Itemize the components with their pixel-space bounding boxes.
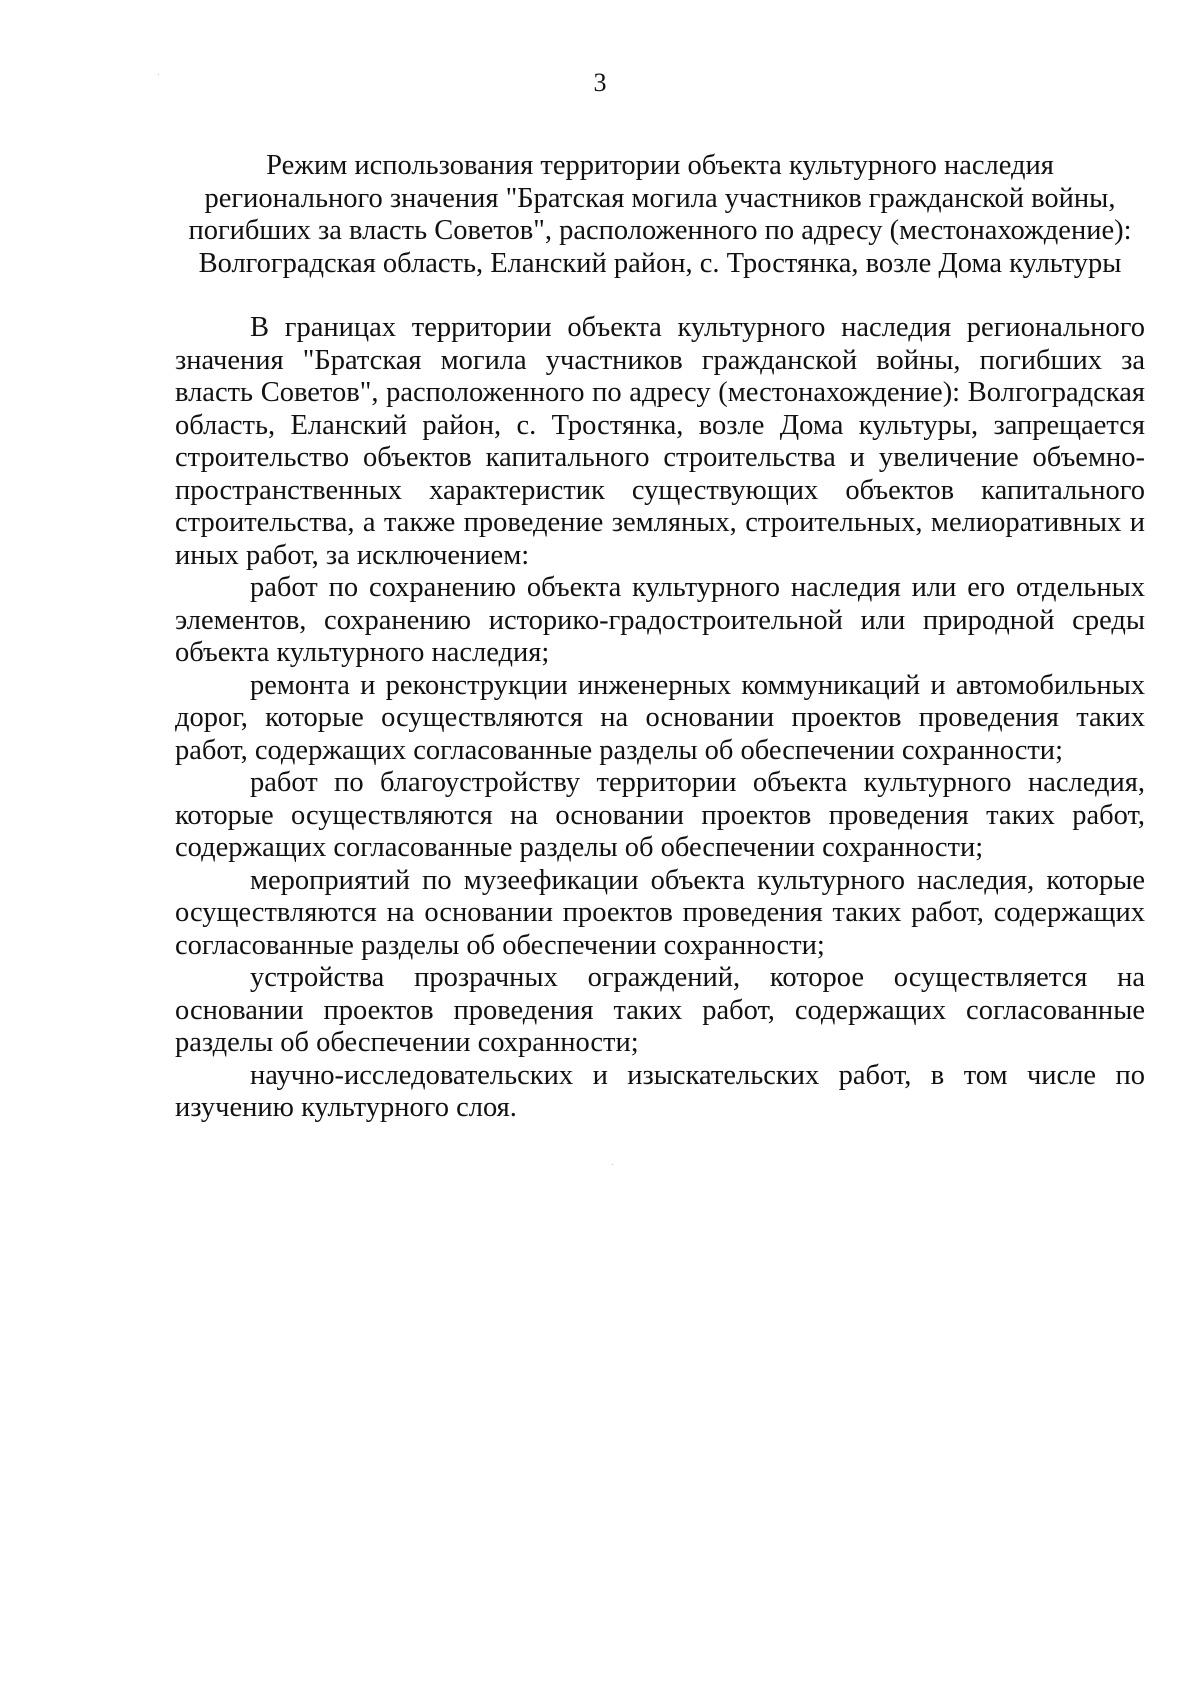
title-line: Режим использования территории объекта культурного наследия — [266, 150, 1054, 181]
scan-speck — [612, 1164, 613, 1165]
body-paragraph: работ по благоустройству территории объекта культурного наследия, которые осуществляются на основании проектов проведения таких работ, содержащих согласованные разделы об обеспечении сохранности; — [175, 767, 1145, 863]
body-paragraph: научно-исследовательских и изыскательских работ, в том числе по изучению культурного слоя. — [175, 1059, 1145, 1123]
document-title — [170, 150, 1150, 280]
title-line: погибших за власть Советов", расположенного по адресу (местонахождение): — [188, 215, 1132, 246]
page-number: 3 — [593, 68, 607, 97]
body-paragraph: работ по сохранению объекта культурного наследия или его отдельных элементов, сохранению историко-градостроительной или природной среды объекта культурного наследия; — [175, 572, 1145, 668]
title-line: Волгоградская область, Еланский район, с. Тростянка, возле Дома культуры — [198, 247, 1122, 279]
body-paragraph: устройства прозрачных ограждений, которое осуществляется на основании проектов проведения таких работ, содержащих согласованные разделы об обеспечении сохранности; — [175, 962, 1145, 1058]
document-body — [175, 312, 1145, 1125]
body-paragraph: В границах территории объекта культурного наследия регионального значения "Братская могила участников гражданской войны, погибших за власть Советов", расположенного по адресу (местонахождение): Волгоградская область, Еланский район, с. Тростянка, возле Дома культуры, запрещается строительство объектов капитального строительства и увеличение объемно-пространственных характеристик существующих объектов капитального строительства, а также проведение земляных, строительных, мелиоративных и иных работ, за исключением: — [175, 312, 1145, 571]
title-line: регионального значения "Братская могила участников гражданской войны, — [204, 182, 1116, 214]
body-paragraph: ремонта и реконструкции инженерных коммуникаций и автомобильных дорог, которые осуществляются на основании проектов проведения таких работ, содержащих согласованные разделы об обеспечении сохранности; — [175, 669, 1145, 766]
body-paragraph: мероприятий по музеефикации объекта культурного наследия, которые осуществляются на основании проектов проведения таких работ, содержащих согласованные разделы об обеспечении сохранности; — [175, 864, 1145, 961]
